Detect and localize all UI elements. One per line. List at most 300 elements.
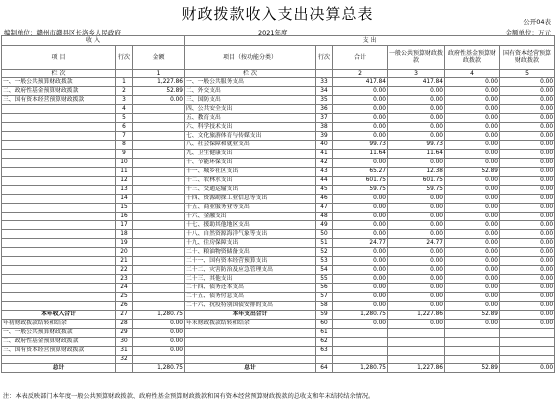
income-amount [133,158,185,167]
gov-fund-amount: 0.00 [445,257,500,266]
state-capital-amount: 0.00 [500,257,555,266]
column-index-row [2,69,555,78]
total-amount: 99.73 [333,141,388,150]
expense-row-no: 54 [316,266,333,275]
gov-fund-amount: 0.00 [445,275,500,284]
state-capital-amount: 0.00 [500,194,555,203]
expense-row-no: 57 [316,292,333,301]
state-capital-amount: 0.00 [500,141,555,150]
expense-item: 三、国防支出 [185,96,316,105]
gov-fund-amount: 0.00 [445,114,500,123]
general-amount: 0.00 [388,203,445,212]
income-row-no: 7 [116,132,133,141]
state-capital-amount: 0.00 [500,230,555,239]
income-item [2,141,116,150]
income-row-no [116,364,133,373]
income-item [2,114,116,123]
table-row [2,158,555,167]
income-row-no: 22 [116,266,133,275]
expense-header: 支 出 [185,36,555,46]
total-amount: 59.75 [333,185,388,194]
general-amount: 0.00 [388,212,445,221]
total-amount: 1,280.75 [333,364,388,373]
item-header: 项 目 [2,45,116,69]
expense-row-no: 52 [316,248,333,257]
total-amount [333,328,388,337]
total-amount: 0.00 [333,194,388,203]
income-item [2,266,116,275]
income-row-no: 18 [116,230,133,239]
income-item [2,257,116,266]
state-capital-header: 国有资本经营预算财政拨款 [500,45,555,69]
total-amount: 24.77 [333,239,388,248]
table-row [2,221,555,230]
state-capital-amount: 0.00 [500,185,555,194]
expense-item: 五、教育支出 [185,114,316,123]
income-amount: 1,227.86 [133,78,185,87]
expense-item: 二十三、其他支出 [185,275,316,284]
general-amount: 0.00 [388,275,445,284]
state-capital-amount: 0.00 [500,105,555,114]
income-item: 年初财政拨款结转和结余 [2,319,116,328]
gov-fund-amount: 52.89 [445,364,500,373]
gov-fund-amount: 0.00 [445,212,500,221]
expense-row-no: 37 [316,114,333,123]
expense-item: 十五、商业服务业等支出 [185,203,316,212]
income-row-no: 14 [116,194,133,203]
income-item [2,275,116,284]
income-header: 收 入 [2,36,185,46]
income-item [2,248,116,257]
general-budget-header: 一般公共预算财政拨款 [388,45,445,69]
total-amount: 601.75 [333,176,388,185]
income-row-no: 1 [116,78,133,87]
expense-item: 二十、粮油物资储备支出 [185,248,316,257]
income-amount [133,221,185,230]
table-row [2,319,555,328]
gov-fund-amount: 0.00 [445,284,500,293]
income-row-no: 20 [116,248,133,257]
income-row-no: 4 [116,105,133,114]
gov-fund-amount: 0.00 [445,194,500,203]
expense-item: 二十二、灾害防治及应急管理支出 [185,266,316,275]
expense-row-no: 38 [316,123,333,132]
income-amount [133,114,185,123]
general-amount: 0.00 [388,194,445,203]
state-capital-amount: 0.00 [500,275,555,284]
income-item [2,301,116,310]
expense-row-no [316,355,333,364]
header-row-2 [2,45,555,69]
state-capital-amount: 0.00 [500,239,555,248]
income-amount [133,266,185,275]
table-row [2,257,555,266]
table-row [2,87,555,96]
expense-row-no: 47 [316,203,333,212]
gov-fund-amount: 0.00 [445,292,500,301]
income-row-no: 10 [116,158,133,167]
gov-fund-amount: 52.89 [445,310,500,319]
table-row [2,355,555,364]
income-row-no: 11 [116,167,133,176]
gov-fund-amount: 0.00 [445,239,500,248]
form-number: 公开04表 [523,18,551,26]
expense-item [185,328,316,337]
income-item [2,292,116,301]
total-amount: 0.00 [333,275,388,284]
income-item [2,230,116,239]
row-header: 行次 [116,45,133,69]
income-item [2,123,116,132]
income-row-no: 21 [116,257,133,266]
income-item: 二、政府性基金预算财政拨款 [2,337,116,346]
total-amount: 0.00 [333,230,388,239]
state-capital-amount: 0.00 [500,114,555,123]
money-unit: 金额单位：万元 [505,29,551,37]
income-row-no: 24 [116,284,133,293]
general-amount: 0.00 [388,284,445,293]
income-amount: 0.00 [133,319,185,328]
general-amount [388,337,445,346]
income-item [2,221,116,230]
total-amount: 0.00 [333,319,388,328]
income-item: 二、政府性基金预算财政拨款 [2,87,116,96]
footnote: 注：本表反映部门本年度一般公共预算财政拨款、政府性基金预算财政拨款和国有资本经营预算财政拨款的总收支和年末结转结余情况。 [3,393,375,400]
expense-row-no: 46 [316,194,333,203]
expense-row-no: 48 [316,212,333,221]
income-amount [133,105,185,114]
income-amount [133,275,185,284]
expense-row-no: 58 [316,301,333,310]
gov-fund-amount: 0.00 [445,123,500,132]
income-item: 三、国有资本经营预算财政拨款 [2,96,116,105]
table-row [2,149,555,158]
income-item: 一、一般公共预算财政拨款 [2,78,116,87]
gov-fund-amount [445,346,500,355]
table-row [2,176,555,185]
expense-row-no: 62 [316,337,333,346]
general-amount: 0.00 [388,114,445,123]
expense-row-no: 45 [316,185,333,194]
table-row [2,346,555,355]
income-item [2,149,116,158]
state-capital-amount: 0.00 [500,221,555,230]
total-amount: 0.00 [333,203,388,212]
table-row [2,132,555,141]
income-amount [133,212,185,221]
expense-row-no: 56 [316,284,333,293]
state-capital-amount: 0.00 [500,96,555,105]
table-row [2,114,555,123]
gov-fund-amount: 0.00 [445,87,500,96]
expense-row-no: 40 [316,141,333,150]
state-capital-amount: 0.00 [500,87,555,96]
expense-row-no: 61 [316,328,333,337]
table-row [2,212,555,221]
income-amount: 0.00 [133,346,185,355]
amount-header: 金额 [133,45,185,69]
table-row [2,266,555,275]
income-item [2,105,116,114]
fiscal-summary-table [1,35,555,373]
expense-item: 一、一般公共服务支出 [185,78,316,87]
income-amount [133,355,185,364]
income-row-no: 13 [116,185,133,194]
state-capital-amount [500,328,555,337]
table-row [2,284,555,293]
general-amount [388,355,445,364]
expense-row-no: 42 [316,158,333,167]
gov-fund-amount: 0.00 [445,301,500,310]
expense-row-no: 41 [316,149,333,158]
total-amount: 65.27 [333,167,388,176]
expense-row-no: 50 [316,230,333,239]
total-amount: 0.00 [333,221,388,230]
state-capital-amount: 0.00 [500,167,555,176]
income-amount [133,141,185,150]
lan-label: 栏 次 [2,69,116,78]
gov-fund-amount: 0.00 [445,96,500,105]
table-row [2,337,555,346]
general-amount: 99.73 [388,141,445,150]
state-capital-amount: 0.00 [500,212,555,221]
gov-fund-amount: 0.00 [445,203,500,212]
expense-item [185,355,316,364]
income-amount [133,292,185,301]
income-item [2,167,116,176]
gov-fund-amount: 0.00 [445,221,500,230]
general-amount: 1,227.86 [388,364,445,373]
expense-item [185,337,316,346]
row-header-right: 行次 [316,45,333,69]
state-capital-amount: 0.00 [500,203,555,212]
table-row [2,301,555,310]
total-amount: 0.00 [333,257,388,266]
expense-row-no: 36 [316,105,333,114]
col-index-1: 1 [133,69,185,78]
income-amount [133,167,185,176]
general-amount: 0.00 [388,292,445,301]
gov-fund-amount [445,337,500,346]
income-row-no: 27 [116,310,133,319]
income-amount [133,149,185,158]
income-row-no: 29 [116,328,133,337]
income-amount [133,132,185,141]
total-amount: 0.00 [333,114,388,123]
expense-row-no: 64 [316,364,333,373]
expense-item: 十三、交通运输支出 [185,185,316,194]
general-amount: 417.84 [388,78,445,87]
gov-fund-amount: 0.00 [445,230,500,239]
total-amount: 0.00 [333,105,388,114]
general-amount: 11.64 [388,149,445,158]
table-row [2,239,555,248]
expense-item: 总计 [185,364,316,373]
income-item [2,212,116,221]
income-row-no: 30 [116,337,133,346]
state-capital-amount: 0.00 [500,284,555,293]
income-amount: 0.00 [133,328,185,337]
state-capital-amount: 0.00 [500,364,555,373]
expense-row-no: 44 [316,176,333,185]
report-title: 财政拨款收入支出决算总表 [181,5,374,23]
state-capital-amount: 0.00 [500,176,555,185]
income-row-no: 8 [116,141,133,150]
general-amount: 0.00 [388,301,445,310]
col-index-3: 3 [388,69,445,78]
gov-fund-amount: 0.00 [445,132,500,141]
table-row [2,248,555,257]
income-item: 总计 [2,364,116,373]
total-amount [333,346,388,355]
expense-item: 八、社会保障和就业支出 [185,141,316,150]
income-item: 一、一般公共预算财政拨款 [2,328,116,337]
state-capital-amount: 0.00 [500,310,555,319]
gov-fund-amount: 0.00 [445,78,500,87]
expense-row-no: 53 [316,257,333,266]
income-item: 三、国有资本经营预算财政拨款 [2,346,116,355]
expense-item: 本年支出合计 [185,310,316,319]
expense-item: 十二、农林水支出 [185,176,316,185]
table-row [2,78,555,87]
expense-item: 二十六、抗疫特别国债安排的支出 [185,301,316,310]
income-row-no: 19 [116,239,133,248]
expense-item: 四、公共安全支出 [185,105,316,114]
income-amount: 1,280.75 [133,364,185,373]
income-row-no: 9 [116,149,133,158]
income-row-no: 5 [116,114,133,123]
expense-item: 七、文化旅游体育与传媒支出 [185,132,316,141]
income-amount: 52.89 [133,87,185,96]
table-row [2,275,555,284]
income-item [2,239,116,248]
header-row-1 [2,36,555,46]
total-amount: 0.00 [333,87,388,96]
income-row-no: 31 [116,346,133,355]
expense-item: 年末财政拨款结转和结余 [185,319,316,328]
state-capital-amount: 0.00 [500,248,555,257]
total-amount [333,337,388,346]
state-capital-amount [500,346,555,355]
total-amount: 0.00 [333,284,388,293]
general-amount: 1,227.86 [388,310,445,319]
income-row-no: 25 [116,292,133,301]
table-row [2,96,555,105]
state-capital-amount [500,337,555,346]
table-row [2,203,555,212]
total-amount: 0.00 [333,123,388,132]
state-capital-amount: 0.00 [500,132,555,141]
income-item [2,203,116,212]
general-amount: 0.00 [388,248,445,257]
table-row [2,310,555,319]
general-amount: 0.00 [388,105,445,114]
table-row [2,167,555,176]
income-amount: 1,280.75 [133,310,185,319]
item-func-header: 项目（按功能分类） [185,45,316,69]
income-amount [133,284,185,293]
col-index-5: 5 [500,69,555,78]
income-row-no: 3 [116,96,133,105]
expense-row-no: 55 [316,275,333,284]
general-amount: 24.77 [388,239,445,248]
expense-row-no: 59 [316,310,333,319]
col-index-2: 2 [333,69,388,78]
expense-item: 九、卫生健康支出 [185,149,316,158]
income-row-no: 6 [116,123,133,132]
general-amount: 59.75 [388,185,445,194]
total-amount [333,355,388,364]
lan-blank-right [316,69,333,78]
state-capital-amount: 0.00 [500,158,555,167]
income-amount [133,176,185,185]
table-row [2,105,555,114]
gov-fund-amount: 0.00 [445,319,500,328]
table-row [2,230,555,239]
expense-row-no: 34 [316,87,333,96]
income-amount [133,203,185,212]
expense-item: 十八、自然资源海洋气象等支出 [185,230,316,239]
expense-row-no: 51 [316,239,333,248]
total-amount: 11.64 [333,149,388,158]
income-amount [133,230,185,239]
expense-item: 六、科学技术支出 [185,123,316,132]
income-amount [133,301,185,310]
income-amount [133,239,185,248]
income-row-no: 17 [116,221,133,230]
general-amount: 0.00 [388,257,445,266]
total-amount: 0.00 [333,301,388,310]
total-amount: 417.84 [333,78,388,87]
gov-fund-header: 政府性基金预算财政拨款 [445,45,500,69]
general-amount: 0.00 [388,230,445,239]
income-row-no: 12 [116,176,133,185]
income-amount [133,248,185,257]
income-amount [133,185,185,194]
col-index-4: 4 [445,69,500,78]
general-amount: 601.75 [388,176,445,185]
gov-fund-amount [445,328,500,337]
expense-item: 二十一、国有资本经营预算支出 [185,257,316,266]
general-amount: 0.00 [388,266,445,275]
general-amount [388,328,445,337]
income-item [2,355,116,364]
state-capital-amount: 0.00 [500,292,555,301]
income-item: 本年收入合计 [2,310,116,319]
income-item [2,132,116,141]
total-amount: 1,280.75 [333,310,388,319]
total-amount: 0.00 [333,212,388,221]
general-amount: 0.00 [388,319,445,328]
total-amount: 0.00 [333,248,388,257]
income-amount: 0.00 [133,337,185,346]
state-capital-amount: 0.00 [500,78,555,87]
table-row [2,364,555,373]
income-item [2,194,116,203]
general-amount: 0.00 [388,123,445,132]
expense-item: 十四、资源勘探工业信息等支出 [185,194,316,203]
table-row [2,185,555,194]
general-amount: 0.00 [388,221,445,230]
income-item [2,176,116,185]
expense-row-no: 39 [316,132,333,141]
general-amount [388,346,445,355]
expense-row-no: 33 [316,78,333,87]
expense-item: 二十四、债务还本支出 [185,284,316,293]
state-capital-amount: 0.00 [500,123,555,132]
table-body [2,78,555,373]
gov-fund-amount: 0.00 [445,158,500,167]
